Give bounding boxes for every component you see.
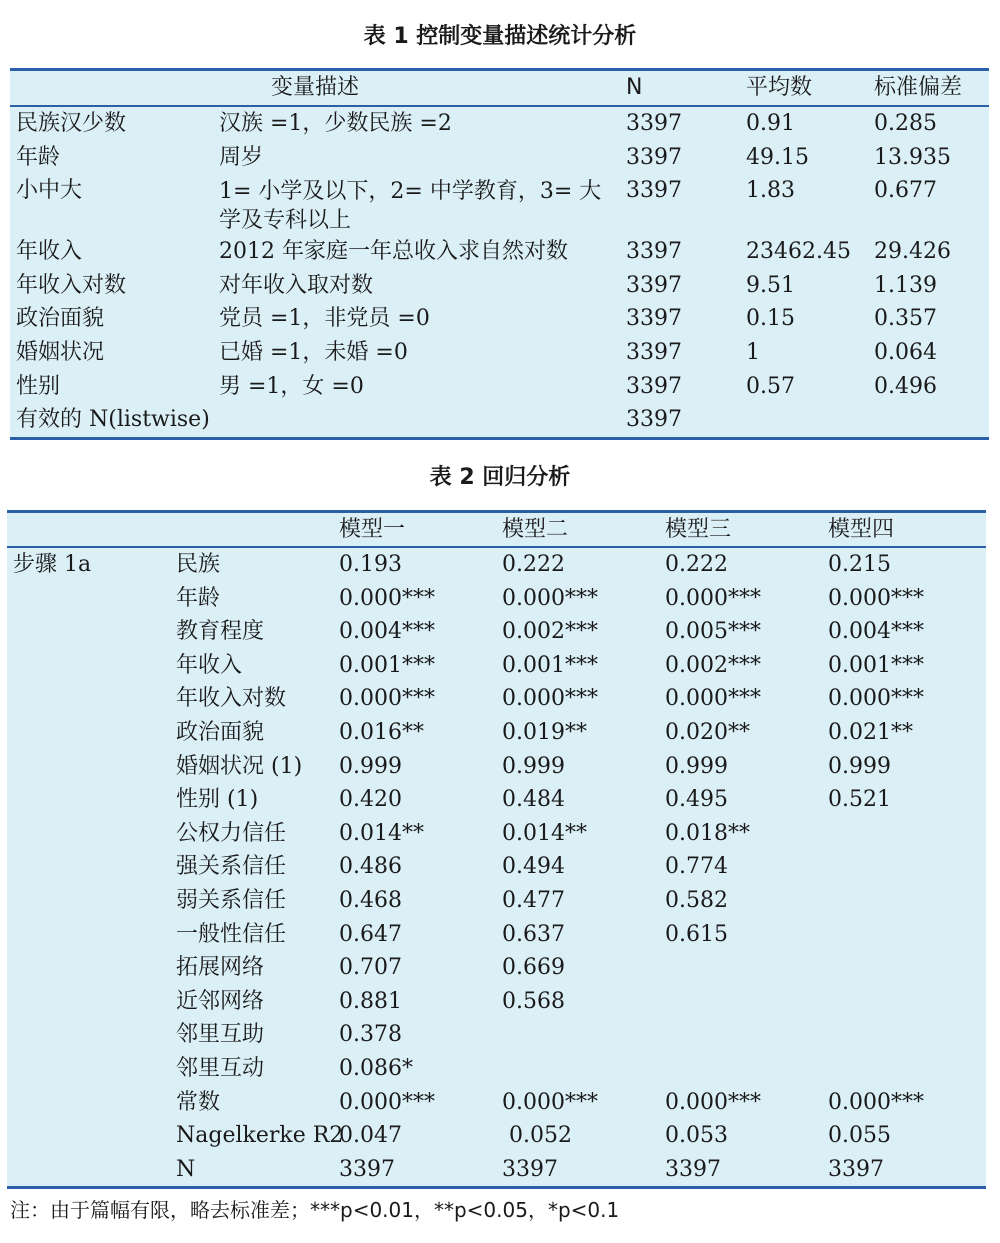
variable-name: 小中大 [16,178,83,204]
table-row [7,817,986,851]
variable-name: 邻里互助 [176,1022,265,1048]
model-4-value [822,1052,986,1086]
variable-name: N [170,1153,333,1188]
model-4-value: 0.215 [828,552,891,577]
mean-value: 0.91 [746,111,795,136]
table-row [7,750,986,784]
model-1-value: 0.999 [339,753,402,779]
model-4-value [822,985,986,1019]
model-3-value: 0.000*** [665,1089,761,1115]
sd-value: 0.677 [874,178,937,204]
model-1-value: 0.000*** [339,686,435,712]
model-1-value: 0.486 [339,854,402,880]
sd-value: 0.064 [874,339,937,365]
sd-value [868,403,989,438]
model-1-value: 0.001*** [339,652,435,678]
table-row [7,1018,986,1052]
model-4-value: 0.000*** [828,1089,924,1115]
model-3-value [659,951,822,985]
sd-value: 1.139 [874,272,937,298]
variable-name: 婚姻状况 (1) [176,753,303,779]
table-row [7,1052,986,1086]
step-label [7,985,170,1019]
step-label [7,682,170,716]
step-label [7,1153,170,1188]
model-4-value: 0.521 [828,787,891,813]
header-blank-1 [7,512,170,548]
table-row [10,302,989,336]
table-row [7,1086,986,1120]
variable-desc: 汉族 =1，少数民族 =2 [219,111,452,136]
n-value: 3397 [626,144,683,170]
variable-name: 有效的 N(listwise) [10,403,213,438]
model-2-value: 0.494 [502,854,565,880]
model-4-value [822,918,986,952]
model-1-value: 0.000*** [339,585,435,611]
model-1-value: 0.881 [339,988,402,1014]
table-row [7,1119,986,1153]
model-3-value: 0.615 [665,921,728,947]
model-3-value: 0.495 [665,787,728,813]
model-3-value: 0.005*** [665,619,761,645]
table1-caption: 表 1 控制变量描述统计分析 [363,24,637,49]
n-value: 3397 [626,111,683,136]
model-1-value: 0.016** [339,719,424,745]
variable-desc: 周岁 [219,144,264,170]
variable-name: 邻里互动 [176,1055,265,1081]
table-row [10,235,989,269]
model-1-value: 0.086* [339,1055,413,1081]
header-mean: 平均数 [740,70,868,107]
model-3-value: 0.999 [665,753,728,779]
model-2-value: 0.669 [502,955,565,981]
model-4-value [822,884,986,918]
table2-caption: 表 2 回归分析 [429,465,571,490]
model-1-value: 0.707 [339,955,402,981]
model-4-value: 0.021** [828,719,913,745]
variable-name: 年收入 [176,652,243,678]
step-label [7,750,170,784]
variable-name: 近邻网络 [176,988,265,1014]
model-4-value [822,850,986,884]
header-model-1: 模型一 [333,512,496,548]
variable-name: 年收入对数 [176,686,287,712]
model-2-value: 0.000*** [502,585,598,611]
model-3-value: 0.020** [665,719,750,745]
table-row [7,615,986,649]
variable-name: 一般性信任 [176,921,287,947]
step-label [7,649,170,683]
step-label [7,884,170,918]
mean-value: 23462.45 [746,239,851,265]
table-row [7,850,986,884]
table-row [10,336,989,370]
variable-name: 婚姻状况 [16,339,105,365]
model-4-value: 0.001*** [828,652,924,678]
variable-name: 弱关系信任 [176,887,287,913]
model-2-value: 0.001*** [502,652,598,678]
table-row [7,1153,986,1188]
table-row [7,682,986,716]
model-1-value: 3397 [333,1153,496,1188]
table-row [7,918,986,952]
model-3-value: 3397 [659,1153,822,1188]
variable-name: 政治面貌 [16,306,105,332]
header-blank-2 [170,512,333,548]
model-1-value: 0.420 [339,787,402,813]
model-3-value: 0.582 [665,887,728,913]
model-2-value: 0.637 [502,921,565,947]
mean-value [740,403,868,438]
regression-table [7,510,986,1189]
step-label [7,1018,170,1052]
variable-desc [213,403,620,438]
header-model-3: 模型三 [659,512,822,548]
header-sd: 标准偏差 [868,70,989,107]
model-4-value [822,817,986,851]
model-1-value: 0.647 [339,921,402,947]
model-2-value: 0.000*** [502,686,598,712]
model-1-value: 0.193 [339,552,402,577]
variable-desc: 男 =1，女 =0 [219,373,364,399]
header-model-2: 模型二 [496,512,659,548]
model-3-value [659,985,822,1019]
n-value: 3397 [620,403,740,438]
model-4-value [822,951,986,985]
model-2-value: 0.000*** [502,1089,598,1115]
table-row [7,951,986,985]
sd-value: 13.935 [874,144,951,170]
model-3-value: 0.018** [665,820,750,846]
model-2-value: 0.019** [502,719,587,745]
step-label [7,783,170,817]
step-label [7,1086,170,1120]
variable-name: 年龄 [176,585,221,611]
step-label [7,1052,170,1086]
table-row [7,649,986,683]
table-row [10,370,989,404]
n-value: 3397 [626,239,683,265]
variable-name: 性别 [16,373,61,399]
n-value: 3397 [626,306,683,332]
step-label [7,850,170,884]
mean-value: 1.83 [746,178,795,204]
variable-name: 强关系信任 [176,854,287,880]
step-label [7,615,170,649]
header-n: N [620,70,740,107]
variable-name: Nagelkerke R2 [176,1123,344,1149]
table-row [7,783,986,817]
step-label: 步骤 1a [13,552,92,577]
step-label [7,716,170,750]
n-value: 3397 [626,178,683,204]
table-row [7,547,986,582]
model-4-value: 0.000*** [828,585,924,611]
table-row [10,106,989,141]
table-row [10,269,989,303]
model-3-value [659,1052,822,1086]
model-4-value [822,1018,986,1052]
variable-name: 民族 [176,552,221,577]
model-1-value: 0.014** [339,820,424,846]
sd-value: 0.496 [874,373,937,399]
model-4-value: 0.004*** [828,619,924,645]
step-label [7,918,170,952]
variable-name: 性别 (1) [176,787,259,813]
variable-name: 民族汉少数 [16,111,127,136]
model-2-value: 0.052 [502,1123,572,1149]
variable-name: 政治面貌 [176,719,265,745]
variable-name: 常数 [176,1089,221,1115]
variable-name: 公权力信任 [176,820,287,846]
header-desc: 变量描述 [10,70,620,107]
model-2-value: 0.222 [502,552,565,577]
descriptive-stats-table [10,68,989,440]
model-2-value: 0.484 [502,787,565,813]
model-2-value: 0.477 [502,887,565,913]
model-1-value: 0.000*** [339,1089,435,1115]
table-row [10,174,989,235]
variable-name: 年收入对数 [16,272,127,298]
table-row [7,716,986,750]
variable-desc: 党员 =1，非党员 =0 [219,306,430,332]
mean-value: 49.15 [746,144,809,170]
table-row [7,582,986,616]
table-row [7,985,986,1019]
model-2-value [496,1018,659,1052]
table1-header-row [10,70,989,107]
variable-desc: 1= 小学及以下，2= 中学教育，3= 大学及专科以上 [219,179,602,234]
model-1-value: 0.378 [339,1022,402,1048]
step-label [7,1119,170,1153]
model-3-value: 0.002*** [665,652,761,678]
variable-name: 年龄 [16,144,61,170]
model-3-value: 0.000*** [665,585,761,611]
model-3-value: 0.000*** [665,686,761,712]
model-2-value: 0.014** [502,820,587,846]
model-3-value: 0.222 [665,552,728,577]
model-3-value: 0.774 [665,854,728,880]
table-row [10,403,989,438]
mean-value: 1 [746,339,761,365]
model-3-value: 0.053 [665,1123,728,1149]
sd-value: 0.285 [874,111,937,136]
variable-desc: 对年收入取对数 [219,272,374,298]
variable-desc: 已婚 =1，未婚 =0 [219,339,408,365]
model-1-value: 0.047 [339,1123,402,1149]
model-4-value: 0.055 [828,1123,891,1149]
model-2-value: 0.999 [502,753,565,779]
mean-value: 0.15 [746,306,795,332]
model-1-value: 0.004*** [339,619,435,645]
footnote: 注：由于篇幅有限，略去标准差；***p<0.01，**p<0.05，*p<0.1 [10,1198,620,1222]
model-2-value: 0.568 [502,988,565,1014]
step-label [7,951,170,985]
variable-desc: 2012 年家庭一年总收入求自然对数 [219,239,568,265]
variable-name: 年收入 [16,239,83,265]
step-label [7,582,170,616]
sd-value: 0.357 [874,306,937,332]
variable-name: 拓展网络 [176,955,265,981]
table-row [10,141,989,175]
model-2-value: 0.002*** [502,619,598,645]
header-model-4: 模型四 [822,512,986,548]
sd-value: 29.426 [874,239,951,265]
mean-value: 0.57 [746,373,795,399]
table-row [7,884,986,918]
model-4-value: 3397 [822,1153,986,1188]
model-4-value: 0.000*** [828,686,924,712]
model-2-value: 3397 [496,1153,659,1188]
n-value: 3397 [626,272,683,298]
variable-name: 教育程度 [176,619,265,645]
step-label [7,817,170,851]
n-value: 3397 [626,373,683,399]
model-2-value [496,1052,659,1086]
n-value: 3397 [626,339,683,365]
table2-header-row [7,512,986,548]
model-1-value: 0.468 [339,887,402,913]
model-4-value: 0.999 [828,753,891,779]
model-3-value [659,1018,822,1052]
mean-value: 9.51 [746,272,795,298]
